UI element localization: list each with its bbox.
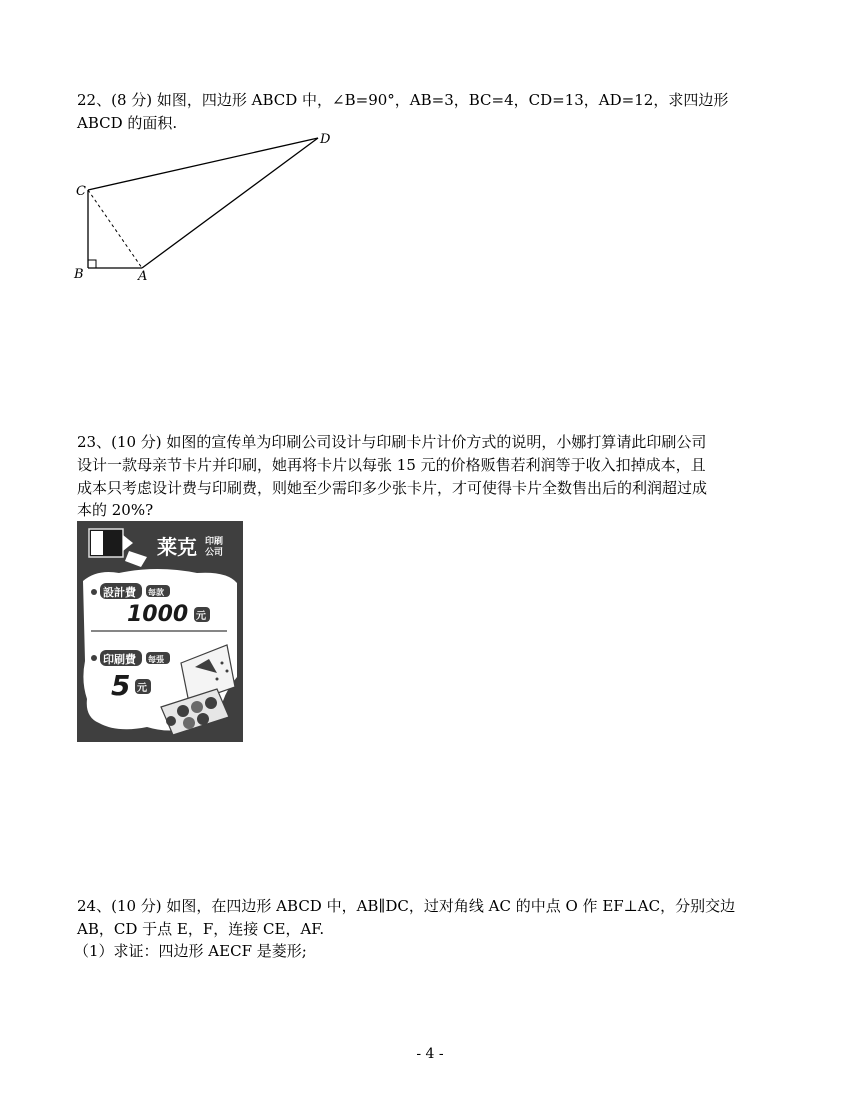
q22-quadrilateral-figure [70, 128, 340, 288]
label-a: A [138, 269, 148, 284]
flyer-company-small1: 印刷 [205, 537, 224, 547]
flyer-design-price: 1000 [127, 602, 189, 627]
flyer-design-currency: 元 [196, 611, 206, 622]
flyer-design-label: 設計費 [103, 586, 136, 599]
q22-text-line2: ABCD 的面积. [77, 114, 178, 132]
flyer-print-price: 5 [111, 669, 131, 702]
q23-text-line1: 23、(10 分) 如图的宣传单为印刷公司设计与印刷卡片计价方式的说明，小娜打算请此印刷公司 [77, 433, 707, 451]
label-b: B [74, 267, 84, 282]
label-d: D [320, 132, 331, 147]
flyer-print-label: 印刷費 [103, 653, 136, 666]
q23-text-line4: 本的 20%? [77, 501, 154, 519]
flyer-design-unit: 每款 [148, 588, 164, 597]
flyer-company-name: 莱克 [157, 535, 197, 559]
flyer-print-currency: 元 [137, 683, 147, 694]
flyer-company-small2: 公司 [205, 548, 224, 558]
bullet-icon [91, 589, 97, 595]
q24-text-line1: 24、(10 分) 如图，在四边形 ABCD 中，AB∥DC，过对角线 AC 的中点 O 作 EF⊥AC，分别交边 [77, 897, 736, 915]
q23-text-line2: 设计一款母亲节卡片并印刷，她再将卡片以每张 15 元的价格贩售若利润等于收入扣掉成本，且 [77, 456, 706, 474]
label-c: C [76, 184, 86, 199]
flyer-print-unit: 每張 [148, 655, 164, 664]
right-angle-mark [88, 260, 96, 268]
segment-ac-dashed [88, 190, 142, 268]
bullet-icon [91, 655, 97, 661]
q24-text-line2: AB，CD 于点 E，F，连接 CE，AF. [77, 920, 325, 938]
q24-text-line3: （1）求证：四边形 AECF 是菱形; [74, 942, 307, 960]
q23-printing-flyer [77, 521, 243, 742]
q23-text-line3: 成本只考虑设计费与印刷费，则她至少需印多少张卡片，才可使得卡片全数售出后的利润超过成 [77, 479, 708, 497]
page-number: - 4 - [416, 1046, 444, 1062]
q22-text-line1: 22、(8 分) 如图，四边形 ABCD 中，∠B=90°，AB=3，BC=4，CD=13，AD=12，求四边形 [77, 91, 729, 109]
